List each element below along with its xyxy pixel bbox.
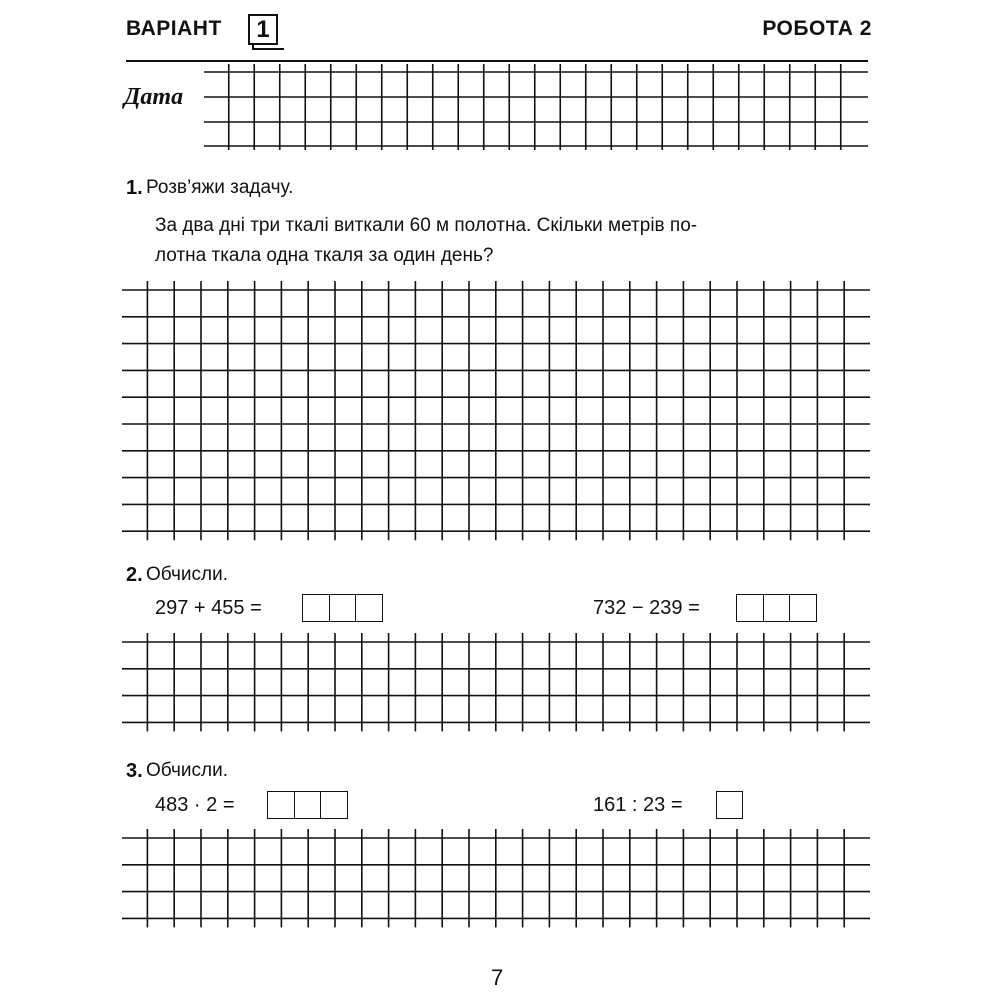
task-2-number: 2.	[126, 564, 143, 586]
variant-number-box: 1	[248, 14, 278, 45]
task-1-answer-grid[interactable]	[122, 278, 872, 542]
task-3-number: 3.	[126, 760, 143, 782]
task-3-expression-2: 161 : 23 =	[593, 794, 683, 816]
page-number: 7	[491, 965, 504, 990]
task-2-answer-box-1[interactable]	[302, 594, 383, 622]
task-2-expression-2: 732 − 239 =	[593, 597, 700, 619]
task-1-number: 1.	[126, 177, 143, 199]
date-grid[interactable]	[198, 62, 870, 150]
task-2-answer-box-2[interactable]	[736, 594, 817, 622]
date-label: Дата	[124, 84, 184, 110]
task-1-problem-line-2: лотна ткала одна ткаля за один день?	[155, 245, 494, 266]
task-2-answer-grid[interactable]	[122, 630, 872, 744]
task-1-instruction: Розв’яжи задачу.	[146, 177, 294, 198]
variant-label: ВАРІАНТ	[126, 17, 222, 40]
task-3-answer-box-1[interactable]	[267, 791, 348, 819]
task-3-expression-1: 483 · 2 =	[155, 794, 235, 816]
task-2-instruction: Обчисли.	[146, 564, 229, 585]
task-1-problem-line-1: За два дні три ткалі виткали 60 м полотна. Скільки метрів по-	[155, 215, 698, 236]
task-3-answer-grid[interactable]	[122, 826, 872, 940]
work-label: РОБОТА 2	[762, 17, 872, 40]
task-3-instruction: Обчисли.	[146, 760, 229, 781]
task-3-answer-box-2[interactable]	[716, 791, 743, 819]
task-2-expression-1: 297 + 455 =	[155, 597, 262, 619]
